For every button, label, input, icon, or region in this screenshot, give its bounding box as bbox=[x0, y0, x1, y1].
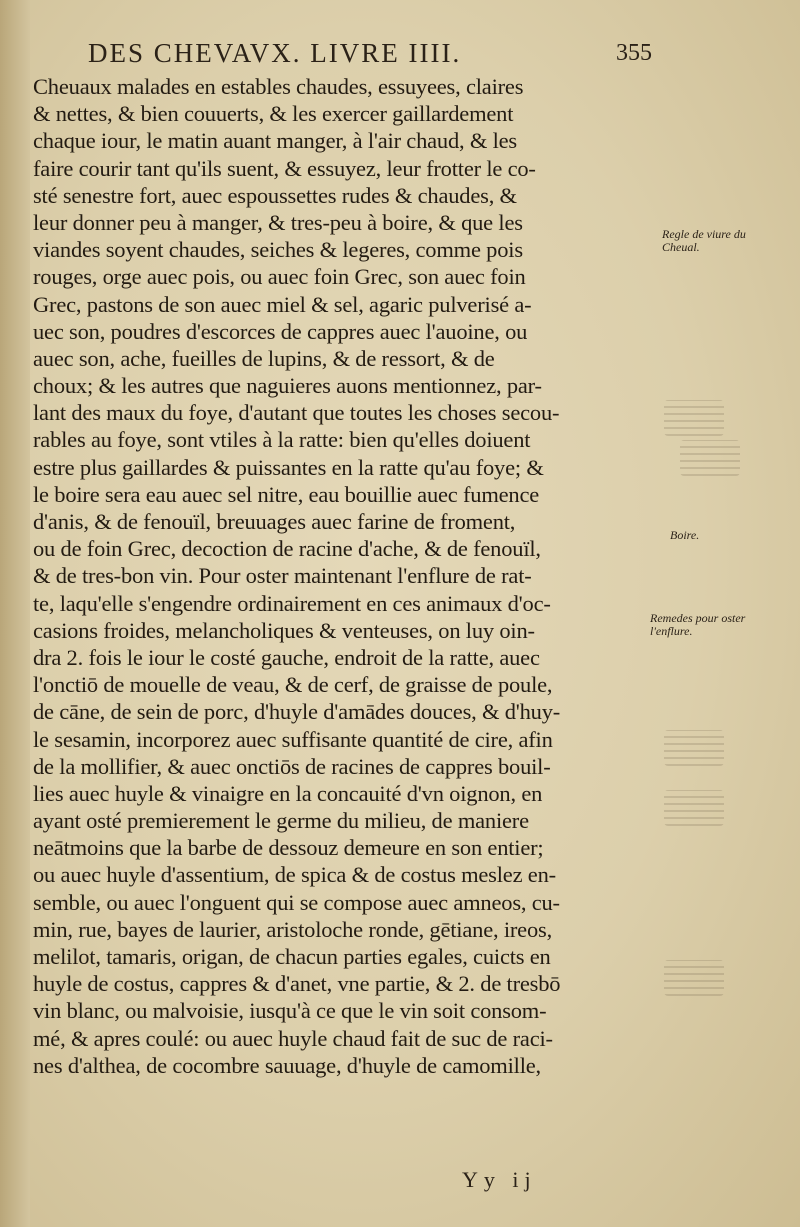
show-through-ink bbox=[664, 400, 724, 436]
running-title: DES CHEVAVX. LIVRE IIII. bbox=[88, 38, 462, 68]
text-line: Cheuaux malades en estables chaudes, essuyees, claires bbox=[33, 74, 524, 99]
text-line: min, rue, bayes de laurier, aristoloche ronde, gētiane, ireos, bbox=[33, 916, 552, 942]
text-line: neātmoins que la barbe de dessouz demeure en son entier; bbox=[33, 835, 544, 861]
margin-note-regle: Regle de viure du Cheual. bbox=[662, 227, 746, 254]
text-line: chaque iour, le matin auant manger, à l'air chaud, & les bbox=[33, 128, 517, 154]
text-line: viandes soyent chaudes, seiches & legeres, comme pois bbox=[33, 237, 523, 263]
text-line: nes d'althea, de cocombre sauuage, d'huyle de camomille, bbox=[33, 1052, 541, 1078]
text-line: estre plus gaillardes & puissantes en la ratte qu'au foye; & bbox=[33, 454, 544, 480]
show-through-ink bbox=[680, 440, 740, 476]
text-line: de la mollifier, & auec onctiōs de racines de cappres bouil- bbox=[33, 753, 551, 779]
main-text-block bbox=[33, 73, 658, 1079]
text-line: te, laqu'elle s'engendre ordinairement en ces animaux d'oc- bbox=[33, 590, 551, 616]
text-line: leur donner peu à manger, & tres-peu à boire, & que les bbox=[33, 209, 523, 235]
text-line: melilot, tamaris, origan, de chacun parties egales, cuicts en bbox=[33, 944, 551, 969]
text-line: casions froides, melancholiques & venteuses, on luy oin- bbox=[33, 617, 535, 643]
margin-note-boire: Boire. bbox=[670, 528, 700, 542]
text-line: rables au foye, sont vtiles à la ratte: bien qu'elles doiuent bbox=[33, 427, 531, 453]
text-line: ou de foin Grec, decoction de racine d'ache, & de fenouïl, bbox=[33, 536, 541, 562]
text-line: dra 2. fois le iour le costé gauche, endroit de la ratte, auec bbox=[33, 644, 540, 670]
text-line: semble, ou auec l'onguent qui se compose auec amneos, cu- bbox=[33, 889, 560, 915]
text-line: ou auec huyle d'assentium, de spica & de costus meslez en- bbox=[33, 862, 556, 888]
page-gutter bbox=[0, 0, 30, 1227]
text-line: huyle de costus, cappres & d'anet, vne partie, & 2. de tresbō bbox=[33, 971, 561, 997]
text-line: auec son, ache, fueilles de lupins, & de ressort, & de bbox=[33, 345, 495, 371]
text-line: choux; & les autres que naguieres auons mentionnez, par- bbox=[33, 373, 542, 399]
text-line: Grec, pastons de son auec miel & sel, agaric pulverisé a- bbox=[33, 291, 532, 317]
text-line: ayant osté premierement le germe du milieu, de maniere bbox=[33, 808, 529, 834]
page-number: 355 bbox=[616, 40, 652, 66]
show-through-ink bbox=[664, 730, 724, 766]
text-line: lant des maux du foye, d'autant que toutes les choses secou- bbox=[33, 400, 560, 426]
show-through-ink bbox=[664, 960, 724, 996]
text-line: d'anis, & de fenouïl, breuuages auec farine de froment, bbox=[33, 509, 516, 534]
text-line: vin blanc, ou malvoisie, iusqu'à ce que le vin soit consom- bbox=[33, 998, 547, 1024]
text-line: le sesamin, incorporez auec suffisante quantité de cire, afin bbox=[33, 726, 553, 752]
text-line: l'onctiō de mouelle de veau, & de cerf, de graisse de poule, bbox=[33, 672, 553, 698]
text-line: de cāne, de sein de porc, d'huyle d'amādes douces, & d'huy- bbox=[33, 699, 561, 725]
text-line: sté senestre fort, auec espoussettes rudes & chaudes, & bbox=[33, 182, 517, 208]
text-line: mé, & apres coulé: ou auec huyle chaud fait de suc de raci- bbox=[33, 1025, 553, 1051]
text-line: rouges, orge auec pois, ou auec foin Grec, son auec foin bbox=[33, 264, 526, 290]
margin-note-remedes: Remedes pour oster l'enflure. bbox=[650, 611, 746, 638]
text-line: le boire sera eau auec sel nitre, eau bouillie auec fumence bbox=[33, 481, 540, 507]
signature-mark: Yy ij bbox=[462, 1167, 537, 1192]
show-through-ink bbox=[664, 790, 724, 826]
text-line: faire courir tant qu'ils suent, & essuyez, leur frotter le co- bbox=[33, 155, 536, 181]
text-line: & nettes, & bien couuerts, & les exercer gaillardement bbox=[33, 101, 514, 127]
text-line: uec son, poudres d'escorces de cappres auec l'auoine, ou bbox=[33, 318, 528, 344]
text-line: & de tres-bon vin. Pour oster maintenant l'enflure de rat- bbox=[33, 563, 532, 589]
text-line: lies auec huyle & vinaigre en la concauité d'vn oignon, en bbox=[33, 780, 543, 806]
